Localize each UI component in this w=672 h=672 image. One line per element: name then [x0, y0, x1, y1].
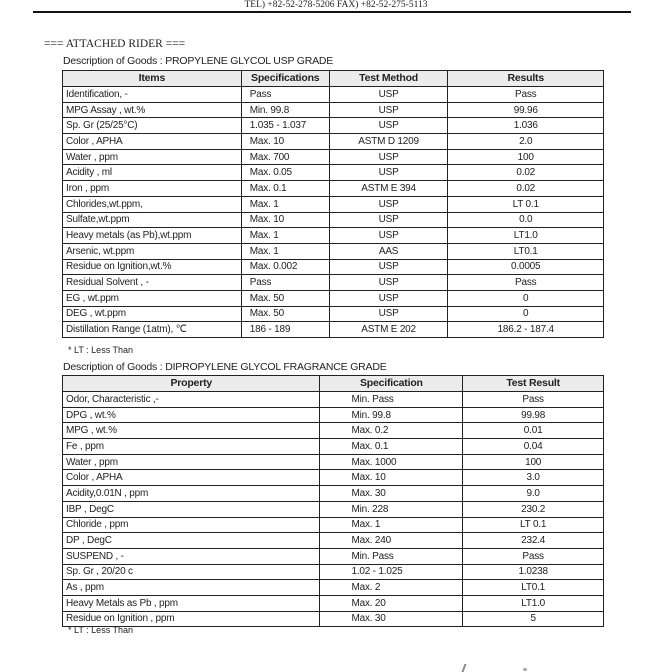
- table-row: [63, 533, 604, 549]
- table-cell: Max. 1: [241, 228, 329, 244]
- table-cell: DPG , wt.%: [63, 407, 320, 423]
- table-cell: 2.0: [448, 134, 604, 150]
- table-cell: Max. 20: [320, 595, 463, 611]
- table-cell: Iron , ppm: [63, 181, 242, 197]
- table-cell: Pass: [241, 87, 329, 103]
- table-cell: Identification, -: [63, 87, 242, 103]
- table-cell: Max. 0.1: [320, 439, 463, 455]
- pg-usp-spec-table: [62, 70, 604, 338]
- table-row: [63, 196, 604, 212]
- table-row: [63, 165, 604, 181]
- table-cell: Max. 10: [320, 470, 463, 486]
- table-cell: LT0.1: [463, 580, 604, 596]
- table-cell: DP , DegC: [63, 533, 320, 549]
- table-cell: Heavy Metals as Pb , ppm: [63, 595, 320, 611]
- table-cell: Min. 228: [320, 501, 463, 517]
- contact-line: TEL) +82-52-278-5206 FAX) +82-52-275-5113: [244, 0, 428, 10]
- table-cell: EG , wt.ppm: [63, 290, 242, 306]
- table-row: [63, 322, 604, 338]
- table-cell: Max. 30: [320, 486, 463, 502]
- table-cell: ASTM E 394: [329, 181, 448, 197]
- table-cell: 1.035 - 1.037: [241, 118, 329, 134]
- table-cell: Min. Pass: [320, 392, 463, 408]
- column-header: Results: [448, 71, 604, 87]
- table-header-row: [63, 71, 604, 87]
- table-cell: Max. 10: [241, 212, 329, 228]
- table-cell: LT1.0: [448, 228, 604, 244]
- table-cell: Max. 1: [241, 243, 329, 259]
- table-cell: 230.2: [463, 501, 604, 517]
- table-row: [63, 275, 604, 291]
- table-cell: Pass: [448, 275, 604, 291]
- table-row: [63, 423, 604, 439]
- table-cell: USP: [329, 212, 448, 228]
- column-header: Specification: [320, 376, 463, 392]
- table-cell: ASTM D 1209: [329, 134, 448, 150]
- table-row: [63, 392, 604, 408]
- signature-mark: [462, 664, 467, 672]
- table-cell: USP: [329, 118, 448, 134]
- table-cell: Sp. Gr , 20/20 c: [63, 564, 320, 580]
- column-header: Test Method: [329, 71, 448, 87]
- table-cell: 1.02 - 1.025: [320, 564, 463, 580]
- table-cell: Arsenic, wt.ppm: [63, 243, 242, 259]
- table-cell: Min. 99.8: [320, 407, 463, 423]
- table-cell: Color , APHA: [63, 470, 320, 486]
- table-cell: 0.01: [463, 423, 604, 439]
- table-row: [63, 501, 604, 517]
- dpg-fragrance-spec-table: [62, 375, 604, 627]
- table-cell: 0.0: [448, 212, 604, 228]
- table-cell: As , ppm: [63, 580, 320, 596]
- table-cell: Residue on Ignition,wt.%: [63, 259, 242, 275]
- table-cell: Pass: [448, 87, 604, 103]
- table-cell: 232.4: [463, 533, 604, 549]
- table-cell: Max. 0.2: [320, 423, 463, 439]
- table-cell: Residue on Ignition , ppm: [63, 611, 320, 627]
- table-row: [63, 454, 604, 470]
- table-cell: 99.96: [448, 102, 604, 118]
- column-header: Test Result: [463, 376, 604, 392]
- table-cell: AAS: [329, 243, 448, 259]
- table-cell: USP: [329, 259, 448, 275]
- table-cell: Pass: [241, 275, 329, 291]
- table-cell: 3.0: [463, 470, 604, 486]
- table-cell: Max. 1000: [320, 454, 463, 470]
- table-cell: USP: [329, 275, 448, 291]
- table-row: [63, 102, 604, 118]
- table-cell: USP: [329, 196, 448, 212]
- table-cell: MPG Assay , wt.%: [63, 102, 242, 118]
- table-cell: Max. 2: [320, 580, 463, 596]
- table-cell: Min. Pass: [320, 548, 463, 564]
- table-cell: 186.2 - 187.4: [448, 322, 604, 338]
- table-cell: LT0.1: [448, 243, 604, 259]
- signature-mark: [523, 668, 527, 671]
- table-cell: USP: [329, 149, 448, 165]
- table-cell: 5: [463, 611, 604, 627]
- table-cell: USP: [329, 165, 448, 181]
- table-cell: Pass: [463, 392, 604, 408]
- table-cell: Chlorides,wt.ppm,: [63, 196, 242, 212]
- table-cell: LT 0.1: [463, 517, 604, 533]
- table2-description: Description of Goods : DIPROPYLENE GLYCOL FRAGRANCE GRADE: [63, 361, 387, 373]
- table-cell: ASTM E 202: [329, 322, 448, 338]
- table-cell: Acidity,0.01N , ppm: [63, 486, 320, 502]
- table-cell: Heavy metals (as Pb),wt.ppm: [63, 228, 242, 244]
- table-row: [63, 611, 604, 627]
- table-cell: Water , ppm: [63, 149, 242, 165]
- table-cell: Color , APHA: [63, 134, 242, 150]
- table-row: [63, 564, 604, 580]
- table-cell: SUSPEND , -: [63, 548, 320, 564]
- table-cell: 0: [448, 306, 604, 322]
- rider-title: === ATTACHED RIDER ===: [44, 38, 186, 50]
- table-cell: Chloride , ppm: [63, 517, 320, 533]
- table-row: [63, 470, 604, 486]
- table-cell: Pass: [463, 548, 604, 564]
- table-row: [63, 595, 604, 611]
- table-cell: 0: [448, 290, 604, 306]
- table-cell: Min. 99.8: [241, 102, 329, 118]
- table-row: [63, 181, 604, 197]
- table-cell: LT1.0: [463, 595, 604, 611]
- table-header-row: [63, 376, 604, 392]
- table-row: [63, 580, 604, 596]
- table-cell: Residual Solvent , -: [63, 275, 242, 291]
- table-cell: Max. 50: [241, 290, 329, 306]
- table-row: [63, 407, 604, 423]
- table-cell: LT 0.1: [448, 196, 604, 212]
- table-cell: USP: [329, 102, 448, 118]
- table-row: [63, 439, 604, 455]
- table-cell: Max. 0.1: [241, 181, 329, 197]
- table-cell: Max. 240: [320, 533, 463, 549]
- table-row: [63, 486, 604, 502]
- table-row: [63, 228, 604, 244]
- table-cell: 1.036: [448, 118, 604, 134]
- table-cell: USP: [329, 228, 448, 244]
- table-cell: USP: [329, 290, 448, 306]
- table-row: [63, 548, 604, 564]
- table-cell: Fe , ppm: [63, 439, 320, 455]
- table-cell: Water , ppm: [63, 454, 320, 470]
- table-body: [63, 392, 604, 627]
- column-header: Property: [63, 376, 320, 392]
- table-cell: Max. 0.002: [241, 259, 329, 275]
- table-cell: USP: [329, 87, 448, 103]
- table2-footnote: * LT : Less Than: [68, 625, 134, 635]
- table-cell: Max. 0.05: [241, 165, 329, 181]
- table-cell: 0.0005: [448, 259, 604, 275]
- table1-footnote: * LT : Less Than: [68, 345, 134, 355]
- table-cell: 100: [463, 454, 604, 470]
- table-row: [63, 118, 604, 134]
- table-cell: Distillation Range (1atm), ℃: [63, 322, 242, 338]
- column-header: Items: [63, 71, 242, 87]
- table-row: [63, 517, 604, 533]
- table-cell: Max. 50: [241, 306, 329, 322]
- table-cell: USP: [329, 306, 448, 322]
- table-cell: Max. 10: [241, 134, 329, 150]
- table-cell: IBP , DegC: [63, 501, 320, 517]
- table-row: [63, 87, 604, 103]
- table1-description: Description of Goods : PROPYLENE GLYCOL USP GRADE: [63, 55, 334, 67]
- table-row: [63, 149, 604, 165]
- table-cell: 0.04: [463, 439, 604, 455]
- table-cell: Sulfate,wt.ppm: [63, 212, 242, 228]
- table-row: [63, 134, 604, 150]
- table-row: [63, 259, 604, 275]
- table-body: [63, 87, 604, 338]
- table-row: [63, 212, 604, 228]
- table-cell: Odor, Characteristic ,-: [63, 392, 320, 408]
- table-row: [63, 306, 604, 322]
- table-cell: Acidity , ml: [63, 165, 242, 181]
- column-header: Specifications: [241, 71, 329, 87]
- table-cell: MPG , wt.%: [63, 423, 320, 439]
- table-row: [63, 290, 604, 306]
- table-cell: 99.98: [463, 407, 604, 423]
- table-cell: 0.02: [448, 165, 604, 181]
- table-cell: Max. 1: [241, 196, 329, 212]
- table-cell: 0.02: [448, 181, 604, 197]
- table-row: [63, 243, 604, 259]
- table-cell: 9.0: [463, 486, 604, 502]
- table-cell: Max. 30: [320, 611, 463, 627]
- table-cell: Sp. Gr (25/25°C): [63, 118, 242, 134]
- table-cell: Max. 700: [241, 149, 329, 165]
- table-cell: 186 - 189: [241, 322, 329, 338]
- table-cell: 100: [448, 149, 604, 165]
- table-cell: Max. 1: [320, 517, 463, 533]
- header-divider: [33, 11, 631, 13]
- table-cell: DEG , wt.ppm: [63, 306, 242, 322]
- table-cell: 1.0238: [463, 564, 604, 580]
